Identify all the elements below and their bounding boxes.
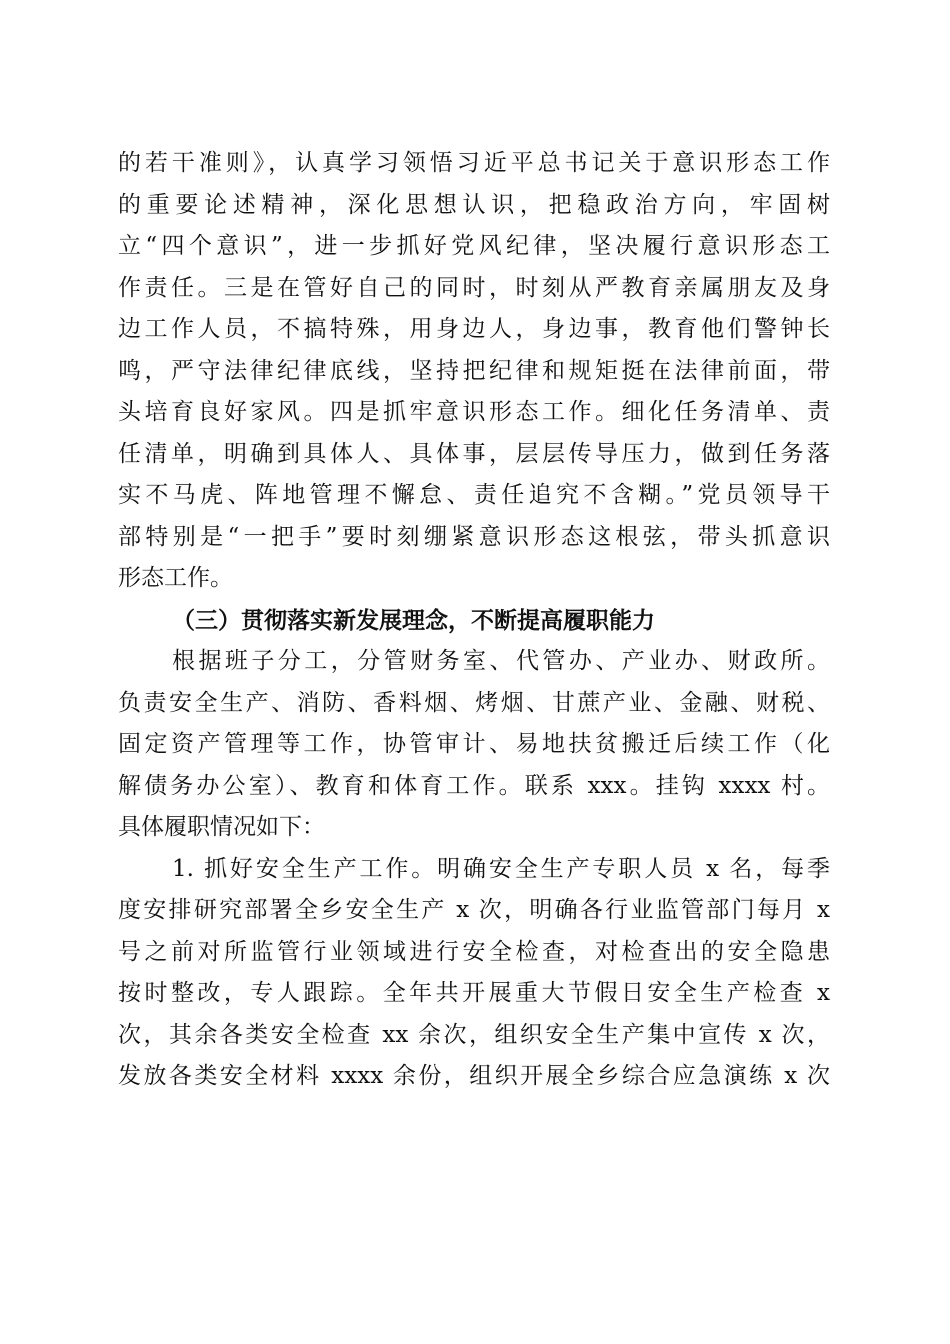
text-line: 任清单，明确到具体人、具体事，层层传导压力，做到任务落	[118, 440, 830, 467]
text-line: 鸣，严守法律纪律底线，坚持把纪律和规矩挺在法律前面，带	[118, 357, 830, 384]
text-line: 形态工作。	[118, 565, 233, 591]
document-body	[118, 143, 830, 1098]
text-line: 根据班子分工，分管财务室、代管办、产业办、财政所。	[172, 648, 830, 674]
text-line: 发放各类安全材料 xxxx 余份，组织开展全乡综合应急演练 x 次	[118, 1063, 830, 1089]
section-heading-3: （三）贯彻落实新发展理念，不断提高履职能力	[172, 606, 655, 634]
text-line: 解债务办公室）、教育和体育工作。联系 xxx。挂钩 xxxx 村。	[118, 772, 830, 799]
text-line: 的若干准则》，认真学习领悟习近平总书记关于意识形态工作	[118, 150, 830, 176]
paragraph-safety-production	[118, 849, 830, 1098]
text-line: 头培育良好家风。四是抓牢意识形态工作。细化任务清单、责	[118, 399, 830, 425]
text-line: 1. 抓好安全生产工作。明确安全生产专职人员 x 名，每季	[172, 855, 830, 882]
text-line: 度安排研究部署全乡安全生产 x 次，明确各行业监管部门每月 x	[118, 897, 830, 923]
text-line: 部特别是“一把手”要时刻绷紧意识形态这根弦，带头抓意识	[118, 523, 830, 550]
paragraph-ideology-work	[118, 143, 830, 600]
text-line: 固定资产管理等工作，协管审计、易地扶贫搬迁后续工作（化	[118, 731, 830, 757]
text-line: 边工作人员，不搞特殊，用身边人，身边事，教育他们警钟长	[118, 316, 830, 342]
text-line: 立“四个意识”，进一步抓好党风纪律，坚决履行意识形态工	[118, 233, 830, 259]
text-line: 的重要论述精神，深化思想认识，把稳政治方向，牢固树	[118, 191, 830, 218]
text-line: 负责安全生产、消防、香料烟、烤烟、甘蔗产业、金融、财税、	[118, 689, 830, 716]
text-line: 次，其余各类安全检查 xx 余次，组织安全生产集中宣传 x 次，	[118, 1021, 830, 1048]
text-line: 实不马虎、阵地管理不懈怠、责任追究不含糊。”党员领导干	[118, 482, 830, 508]
paragraph-duties	[118, 641, 830, 849]
text-line: 具体履职情况如下：	[118, 814, 325, 840]
text-line: 号之前对所监管行业领域进行安全检查，对检查出的安全隐患	[118, 938, 830, 965]
text-line: 按时整改，专人跟踪。全年共开展重大节假日安全生产检查 x	[118, 980, 830, 1006]
text-line: 作责任。三是在管好自己的同时，时刻从严教育亲属朋友及身	[118, 274, 830, 301]
